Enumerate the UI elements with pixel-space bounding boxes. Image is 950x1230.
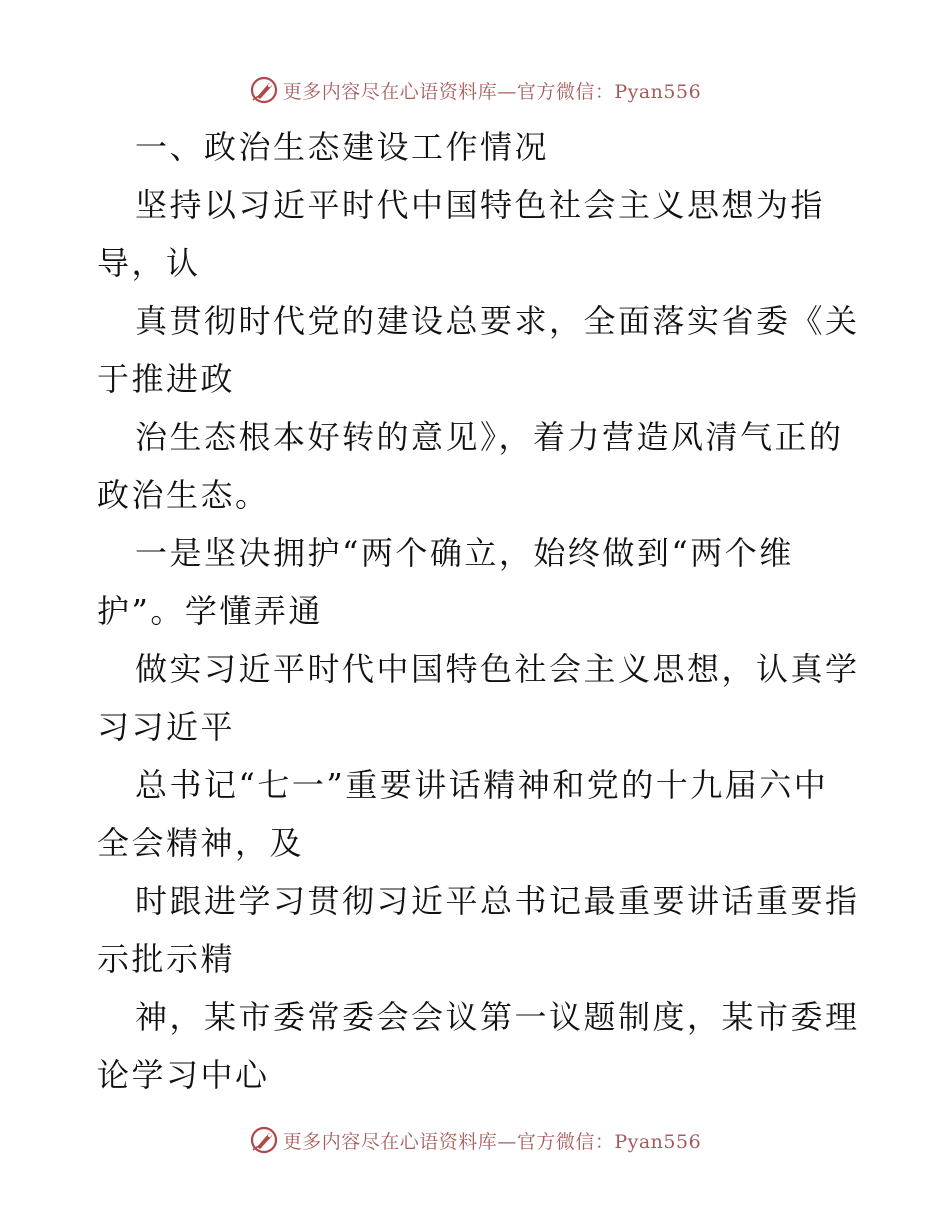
banner-wechat-id: Pyan556 — [614, 1130, 702, 1153]
paragraph-line: 示批示精 — [97, 940, 236, 978]
banner-wechat-id: Pyan556 — [614, 80, 702, 103]
paragraph-line: 做实习近平时代中国特色社会主义思想，认真学 — [135, 650, 860, 688]
paragraph-line: 于推进政 — [97, 360, 236, 398]
paragraph-line: 习习近平 — [97, 708, 236, 746]
paragraph-line: 神，某市委常委会会议第一议题制度，某市委理 — [135, 998, 860, 1036]
paragraph-line: 一是坚决拥护“两个确立，始终做到“两个维 — [135, 534, 794, 572]
pen-nib-logo-icon — [249, 75, 279, 105]
paragraph-line: 总书记“七一”重要讲话精神和党的十九届六中 — [135, 766, 829, 804]
banner-separator: — — [497, 80, 517, 103]
banner-slogan: 更多内容尽在心语资料库 — [282, 80, 498, 103]
document-body — [97, 118, 860, 1104]
paragraph-line: 导，认 — [97, 244, 201, 282]
banner-separator: — — [497, 1130, 517, 1153]
section-heading: 一、政治生态建设工作情况 — [135, 128, 550, 166]
banner-wechat-label: 官方微信： — [516, 1130, 615, 1153]
paragraph-line: 真贯彻时代党的建设总要求，全面落实省委《关 — [135, 302, 860, 340]
paragraph-line: 论学习中心 — [97, 1056, 270, 1094]
banner-text — [283, 1127, 701, 1154]
paragraph-line: 时跟进学习贯彻习近平总书记最重要讲话重要指 — [135, 882, 860, 920]
footer-banner — [0, 1120, 950, 1160]
paragraph-line: 全会精神，及 — [97, 824, 305, 862]
banner-slogan: 更多内容尽在心语资料库 — [282, 1130, 498, 1153]
banner-text — [283, 77, 701, 104]
paragraph-line: 护”。学懂弄通 — [97, 592, 323, 630]
paragraph-line: 坚持以习近平时代中国特色社会主义思想为指 — [135, 186, 826, 224]
paragraph-line: 政治生态。 — [97, 476, 270, 514]
banner-wechat-label: 官方微信： — [516, 80, 615, 103]
header-banner — [0, 70, 950, 110]
pen-nib-logo-icon — [249, 1125, 279, 1155]
paragraph-line: 治生态根本好转的意见》，着力营造风清气正的 — [135, 418, 844, 456]
